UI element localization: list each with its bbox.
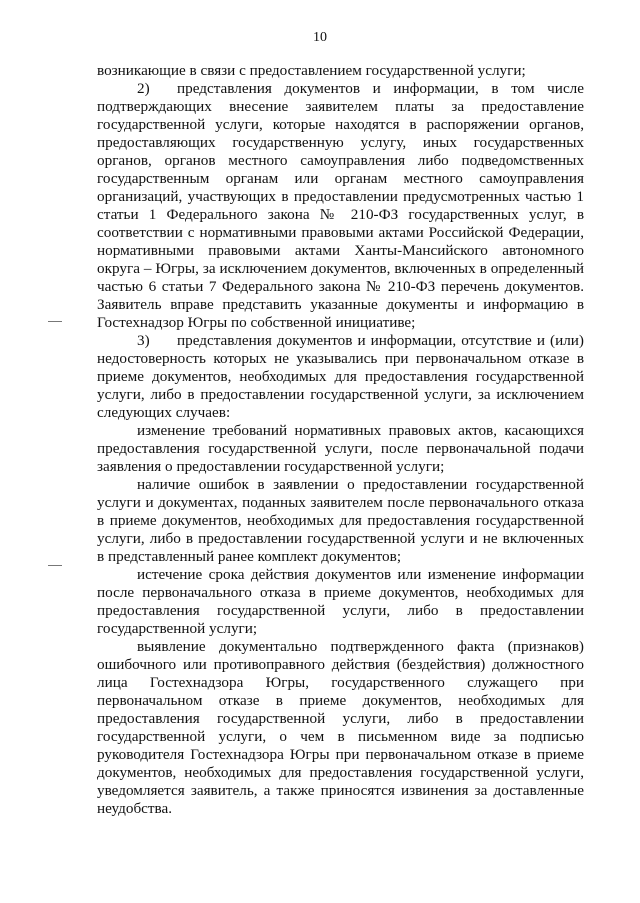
document-body — [97, 62, 584, 818]
paragraph — [97, 422, 584, 476]
item-number: 3) — [137, 332, 150, 349]
paragraph — [97, 62, 584, 80]
paragraph-text: выявление документально подтвержденного факта (признаков) ошибочного или противоправного действия (бездействия) должностного лица Гостехнадзора Югры, государственного служащего при первоначальном отказе в приеме документов, необходимых для предоставления государственной услуги, либо в предоставлении государственной услуги, о чем в письменном виде за подписью руководителя Гостехнадзора Югры при первоначальном отказе в приеме документов, необходимых для предоставления государственной услуги, уведомляется заявитель, а также приносятся извинения за доставленные неудобства. — [97, 638, 584, 817]
paragraph — [97, 638, 584, 818]
paragraph-text: изменение требований нормативных правовых актов, касающихся предоставления государственной услуги, после первоначальной подачи заявления о предоставлении государственной услуги; — [97, 422, 584, 475]
paragraph — [97, 476, 584, 566]
paragraph — [97, 566, 584, 638]
item-number: 2) — [137, 80, 150, 97]
page-number: 10 — [313, 30, 327, 45]
paragraph-text: истечение срока действия документов или изменение информации после первоначального отказа в приеме документов, необходимых для предоставления государственной услуги, либо в предоставлении государственной услуги; — [97, 566, 584, 637]
numbered-paragraph — [97, 80, 584, 332]
paragraph-text: наличие ошибок в заявлении о предоставлении государственной услуги и документах, поданных заявителем после первоначального отказа в приеме документов, необходимых для предоставления государственной услуги, либо в предоставлении государственной услуги и не включенных в представленный ранее комплект документов; — [97, 476, 584, 565]
margin-mark — [48, 565, 62, 566]
numbered-paragraph — [97, 332, 584, 422]
paragraph-text: представления документов и информации, отсутствие и (или) недостоверность которых не указывались при первоначальном отказе в приеме документов, необходимых для предоставления государственной услуги, либо в предоставлении государственной услуги, за исключением следующих случаев: — [97, 332, 584, 421]
paragraph-text: представления документов и информации, в том числе подтверждающих внесение заявителем платы за предоставление государственной услуги, которые находятся в распоряжении органов, предоставляющих государственную услугу, иных государственных органов, органов местного самоуправления либо подведомственных государственным органам или органам местного самоуправления организаций, участвующих в предоставлении предусмотренных частью 1 статьи 1 Федерального закона № 210-ФЗ государственных услуг, в соответствии с нормативными правовыми актами Российской Федерации, нормативными правовыми актами Ханты-Мансийского автономного округа – Югры, за исключением документов, включенных в определенный частью 6 статьи 7 Федерального закона № 210-ФЗ перечень документов. Заявитель вправе представить указанные документы и информацию в Гостехнадзор Югры по собственной инициативе; — [97, 80, 584, 331]
margin-mark — [48, 321, 62, 322]
paragraph-text: возникающие в связи с предоставлением государственной услуги; — [97, 62, 526, 79]
